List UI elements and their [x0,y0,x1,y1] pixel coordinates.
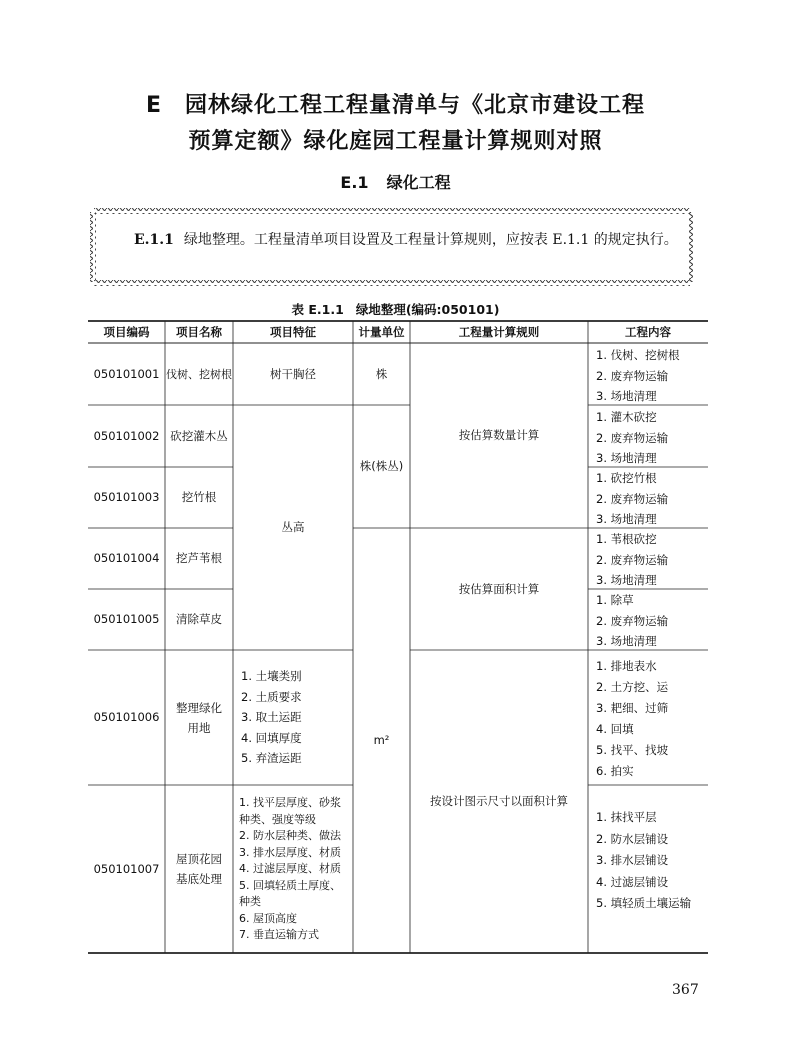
row-3-code: 050101003 [93,490,160,504]
note-number: E.1.1 [134,232,174,248]
row-1-content-list [596,345,680,407]
row-1-content-item: 1. 伐树、挖树根 [596,348,680,362]
row-7-feature: 5. 回填轻质土厚度、种类 [239,878,341,908]
row-4-code: 050101004 [93,551,160,565]
row-2-content-item: 2. 废弃物运输 [596,430,669,445]
row-1-code: 050101001 [93,366,160,381]
row-4-content-item: 2. 废弃物运输 [596,552,669,567]
row-5-content-item: 3. 场地清理 [596,634,657,648]
section-title: 绿化工程 [386,173,451,192]
row-6-feature: 5. 弃渣运距 [241,751,302,765]
header-features: 项目特征 [270,324,316,339]
header-rule: 工程量计算规则 [458,324,540,339]
row-3-content-item: 1. 砍挖竹根 [596,471,657,485]
row-6-feature: 4. 回填厚度 [241,730,302,745]
row-6-features-list [241,666,302,769]
row-7-feature: 1. 找平层厚度、砂浆种类、强度等级 [239,796,341,826]
row-1-name: 伐树、挖树根 [166,367,232,381]
unit-r2-3: 株(株丛) [359,459,404,473]
rule-r6-7: 按设计图示尺寸以面积计算 [430,794,568,808]
header-content: 工程内容 [625,324,671,339]
unit-r4-7: m² [373,733,390,747]
row-2-name: 砍挖灌木丛 [170,428,228,443]
row-6-feature: 2. 土质要求 [241,689,302,704]
row-7-code: 050101007 [93,861,160,876]
row-6-name: 整理绿化用地 [176,700,222,735]
section-number: E.1 [340,173,369,192]
row-6-content-item: 3. 耙细、过筛 [596,701,669,715]
row-6-content-item: 2. 土方挖、运 [596,680,669,694]
row-1-content-item: 2. 废弃物运输 [596,368,669,383]
row-2-code: 050101002 [93,428,160,443]
row-7-content-item: 1. 抹找平层 [596,810,657,824]
row-2-content-list [596,407,668,469]
rule-r4-5: 按估算面积计算 [458,581,540,596]
row-7-features-list [239,795,351,944]
page-number: 367 [672,982,699,998]
unit-r1: 株 [375,366,388,381]
row-7-content-item: 5. 填轻质土壤运输 [596,896,692,910]
table-caption-number: 表 E.1.1 [291,302,344,317]
row-6-content-item: 4. 回填 [596,722,634,736]
row-5-content-list [596,590,668,652]
row-4-name: 挖芦苇根 [176,551,222,565]
rows-2-5-features: 丛高 [281,520,305,534]
row-1-features: 树干胸径 [270,366,316,381]
row-3-content-list [596,468,668,530]
row-3-content-item: 3. 场地清理 [596,512,657,526]
row-4-content-item: 3. 场地清理 [596,573,657,587]
row-3-content-item: 2. 废弃物运输 [596,491,669,506]
row-7-feature: 3. 排水层厚度、材质 [239,845,341,859]
row-2-content-item: 1. 灌木砍挖 [596,410,657,424]
table-caption-title: 绿地整理(编码:050101) [355,302,500,317]
header-unit: 计量单位 [358,324,405,339]
row-7-feature: 2. 防水层种类、做法 [239,829,341,842]
row-6-code: 050101006 [93,710,160,724]
rule-r1-3: 按估算数量计算 [458,428,540,442]
header-name: 项目名称 [176,324,222,339]
document-title-line-2: 预算定额》绿化庭园工程量计算规则对照 [188,129,603,154]
row-6-content-list [596,656,668,782]
row-7-feature: 6. 屋顶高度 [239,911,297,925]
row-6-content-item: 6. 拍实 [596,764,634,778]
row-7-content-item: 2. 防水层铺设 [596,831,669,846]
row-5-content-item: 2. 废弃物运输 [596,613,669,628]
row-7-content-item: 3. 排水层铺设 [596,853,669,867]
row-5-name: 清除草皮 [176,612,222,626]
header-code: 项目编码 [103,324,150,339]
row-6-content-item: 5. 找平、找坡 [596,743,669,757]
row-4-content-item: 1. 苇根砍挖 [596,532,657,546]
row-7-name: 屋顶花园基底处理 [176,852,222,886]
row-3-name: 挖竹根 [181,490,217,504]
note-text: 绿地整理。工程量清单项目设置及工程量计算规则，应按表 E.1.1 的规定执行。 [183,232,678,248]
row-2-content-item: 3. 场地清理 [596,451,657,465]
row-6-content-item: 1. 排地表水 [596,659,657,673]
row-6-feature: 1. 土壤类别 [241,669,302,683]
row-6-feature: 3. 取土运距 [241,710,302,724]
row-7-content-item: 4. 过滤层铺设 [596,874,669,889]
row-5-code: 050101005 [93,612,160,626]
row-7-feature: 7. 垂直运输方式 [239,928,319,941]
row-4-content-list [596,529,668,591]
row-5-content-item: 1. 除草 [596,593,634,607]
document-title-line-1: E 园林绿化工程工程量清单与《北京市建设工程 [145,93,646,118]
row-7-feature: 4. 过滤层厚度、材质 [239,862,341,875]
row-1-content-item: 3. 场地清理 [596,389,657,403]
row-7-content-list [596,807,700,915]
